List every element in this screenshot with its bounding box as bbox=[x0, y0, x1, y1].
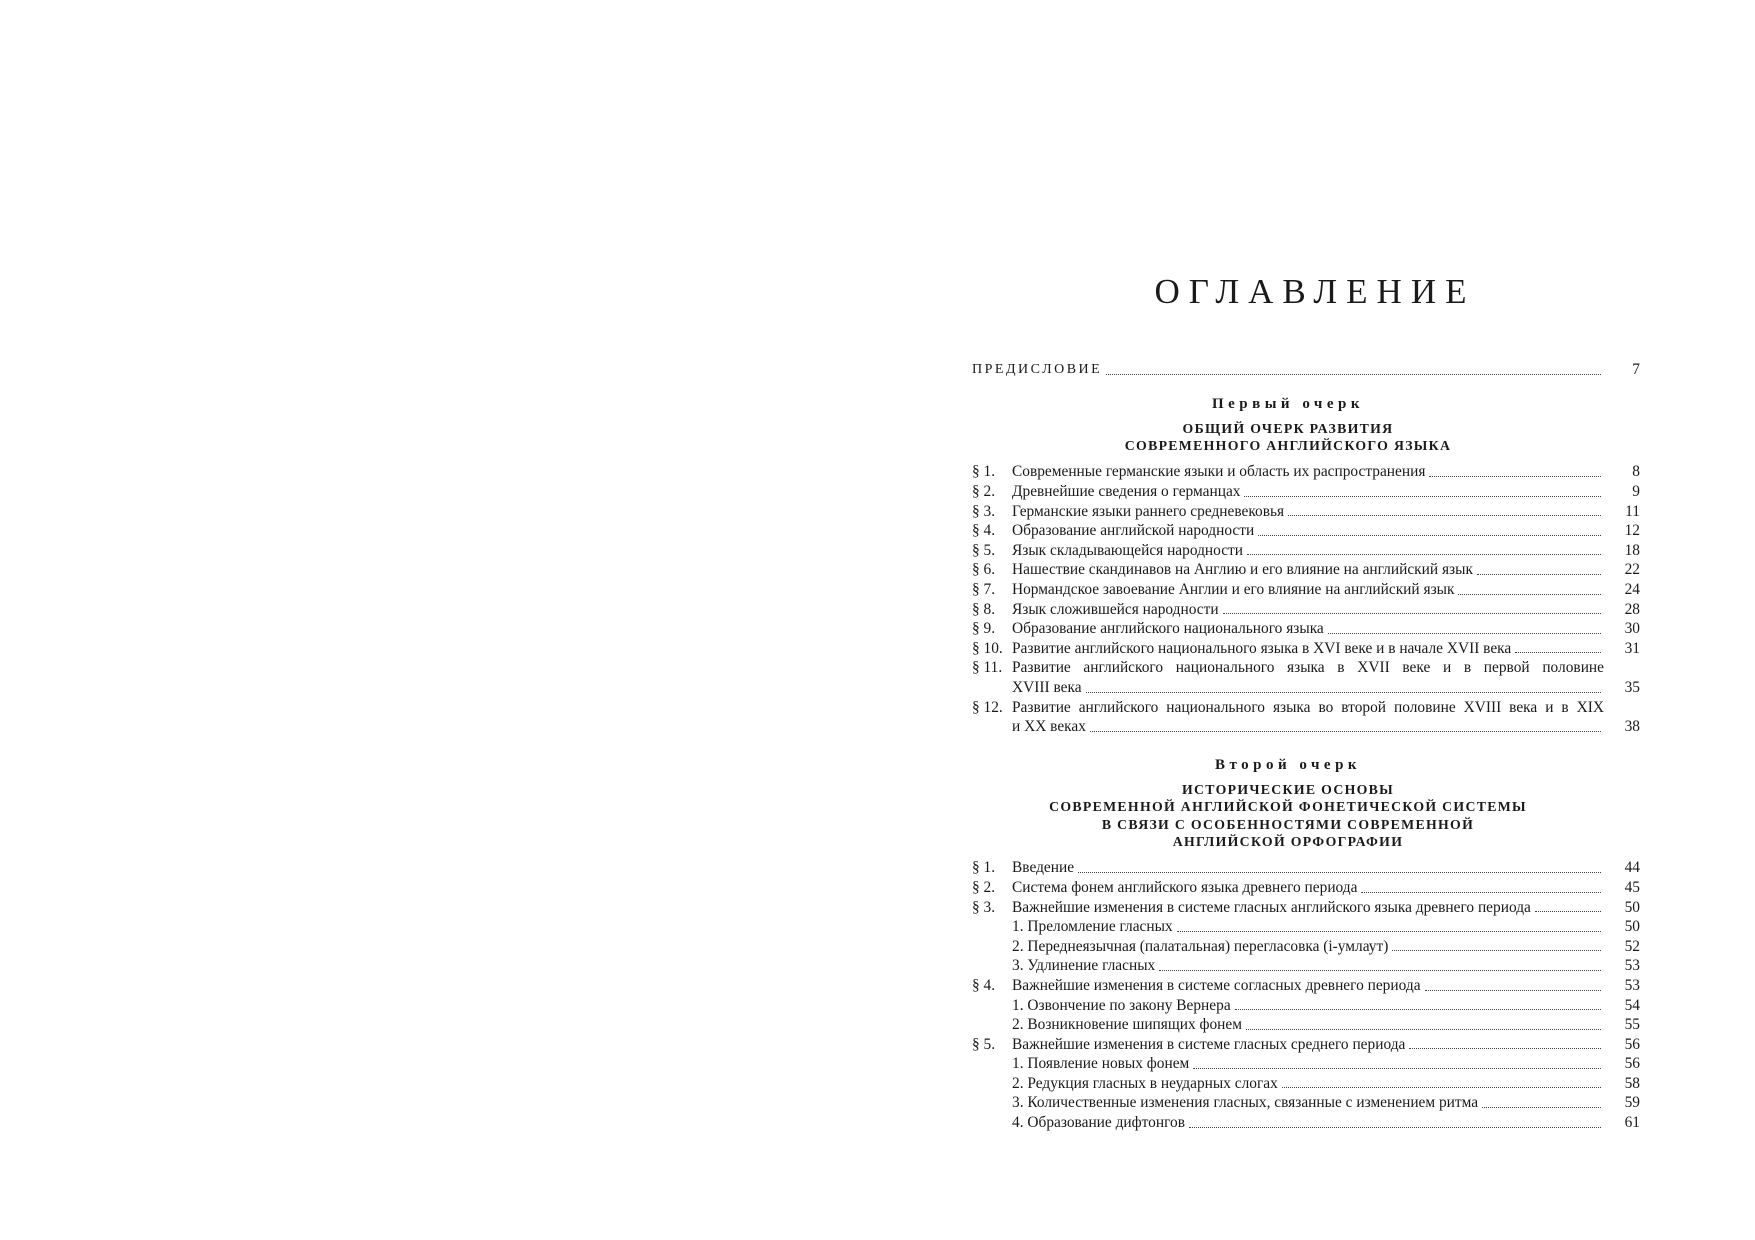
entry-title: 1. Появление новых фонем bbox=[1012, 1055, 1190, 1073]
toc-row bbox=[972, 482, 1640, 502]
dot-leader bbox=[1159, 970, 1601, 971]
part1-title-line: ОБЩИЙ ОЧЕРК РАЗВИТИЯ bbox=[1182, 420, 1394, 436]
section-number: § 6. bbox=[972, 561, 996, 579]
section-number: § 5. bbox=[972, 541, 996, 559]
toc-row-multiline bbox=[972, 658, 1640, 697]
entry-title: Система фонем английского языка древнего периода bbox=[1012, 878, 1358, 896]
toc-row bbox=[972, 600, 1640, 620]
dot-leader bbox=[1106, 374, 1601, 375]
entry-title: Язык складывающейся народности bbox=[1012, 541, 1244, 559]
entry-title: Нашествие скандинавов на Англию и его влияние на английский язык bbox=[1012, 561, 1473, 579]
toc-row bbox=[972, 1093, 1640, 1113]
dot-leader bbox=[1288, 515, 1601, 516]
toc-row bbox=[972, 521, 1640, 541]
part2-title-line: АНГЛИЙСКОЙ ОРФОГРАФИИ bbox=[1172, 833, 1404, 849]
toc-row bbox=[972, 878, 1640, 898]
dot-leader bbox=[1328, 633, 1601, 634]
dot-leader bbox=[1409, 1048, 1601, 1049]
entry-title: Введение bbox=[1012, 859, 1075, 877]
section-number: § 2. bbox=[972, 878, 996, 896]
section-number: § 9. bbox=[972, 620, 996, 638]
toc-row bbox=[972, 1015, 1640, 1035]
entry-title: Язык сложившейся народности bbox=[1012, 600, 1219, 618]
dot-leader bbox=[1361, 892, 1601, 893]
entry-title: 2. Возникновение шипящих фонем bbox=[1012, 1016, 1242, 1034]
toc-row bbox=[972, 639, 1640, 659]
part2-title-line: СОВРЕМЕННОЙ АНГЛИЙСКОЙ ФОНЕТИЧЕСКОЙ СИСТЕМЫ bbox=[1049, 799, 1527, 815]
preface-label: ПРЕДИСЛОВИЕ bbox=[972, 362, 1103, 377]
toc-row bbox=[972, 560, 1640, 580]
entry-title-continued: и XX веках bbox=[1012, 718, 1086, 736]
toc-row bbox=[972, 976, 1640, 996]
page-number: 9 bbox=[1632, 483, 1640, 500]
toc-row bbox=[972, 619, 1640, 639]
dot-leader bbox=[1086, 692, 1601, 693]
page-number: 31 bbox=[1624, 639, 1640, 657]
entry-title: 1. Озвончение по закону Вернера bbox=[1012, 996, 1231, 1014]
dot-leader bbox=[1425, 990, 1601, 991]
page-number: 8 bbox=[1632, 463, 1640, 481]
entry-title: Образование английского национального языка bbox=[1012, 620, 1324, 638]
toc-row bbox=[972, 898, 1640, 918]
entry-title: Развитие английского национального языка во второй половине XVIII века и в XIX bbox=[1012, 698, 1604, 716]
part1-title-line: СОВРЕМЕННОГО АНГЛИЙСКОГО ЯЗЫКА bbox=[1124, 438, 1452, 453]
section-number: § 3. bbox=[972, 502, 996, 520]
section-number: § 1. bbox=[972, 859, 996, 877]
page-number: 59 bbox=[1624, 1094, 1640, 1112]
dot-leader bbox=[1223, 613, 1601, 614]
dot-leader bbox=[1458, 594, 1601, 595]
entry-title: Современные германские языки и область их распространения bbox=[1012, 463, 1426, 481]
page-number: 58 bbox=[1624, 1074, 1640, 1092]
page-number: 61 bbox=[1624, 1114, 1640, 1132]
section-number: § 3. bbox=[972, 898, 996, 916]
section-number: § 11. bbox=[972, 659, 1003, 677]
entry-title: 4. Образование дифтонгов bbox=[1012, 1114, 1185, 1132]
part2-heading: Второй очерк bbox=[1214, 756, 1362, 773]
page-number: 56 bbox=[1624, 1035, 1640, 1053]
section-number: § 10. bbox=[972, 639, 1003, 657]
dot-leader bbox=[1515, 652, 1601, 653]
page-number: 54 bbox=[1624, 996, 1640, 1014]
toc-row bbox=[972, 937, 1640, 957]
entry-title: 1. Преломление гласных bbox=[1012, 918, 1173, 936]
section-number: § 4. bbox=[972, 522, 996, 540]
toc-row bbox=[972, 996, 1640, 1016]
section-number: § 7. bbox=[972, 580, 996, 598]
entry-title: 3. Удлинение гласных bbox=[1012, 957, 1156, 975]
page-number: 56 bbox=[1624, 1055, 1640, 1073]
toc-row bbox=[972, 1074, 1640, 1094]
page-number: 55 bbox=[1624, 1016, 1640, 1034]
page-title: ОГЛАВЛЕНИЕ bbox=[1154, 272, 1476, 311]
toc-row bbox=[972, 541, 1640, 561]
entry-title: Важнейшие изменения в системе согласных древнего периода bbox=[1012, 976, 1421, 994]
entry-title: 2. Переднеязычная (палатальная) перегласовка (i-умлаут) bbox=[1012, 937, 1389, 955]
dot-leader bbox=[1535, 911, 1601, 912]
section-number: § 8. bbox=[972, 600, 996, 618]
entry-title-continued: XVIII века bbox=[1012, 678, 1082, 696]
page-number: 18 bbox=[1624, 541, 1640, 559]
dot-leader bbox=[1282, 1087, 1601, 1088]
dot-leader bbox=[1189, 1127, 1601, 1128]
toc-row bbox=[972, 580, 1640, 600]
section-number: § 4. bbox=[972, 976, 996, 994]
entry-title: Нормандское завоевание Англии и его влияние на английский язык bbox=[1012, 580, 1455, 598]
entry-title: Развитие английского национального языка в XVI веке и в начале XVII века bbox=[1012, 639, 1512, 657]
toc-row bbox=[972, 1035, 1640, 1055]
page-number: 7 bbox=[1632, 361, 1640, 378]
toc-row bbox=[972, 1113, 1640, 1133]
section-number: § 12. bbox=[972, 698, 1003, 716]
page-number: 30 bbox=[1624, 620, 1640, 638]
table-of-contents bbox=[972, 360, 1640, 1133]
dot-leader bbox=[1429, 476, 1601, 477]
dot-leader bbox=[1235, 1009, 1601, 1010]
entry-title: Образование английской народности bbox=[1012, 522, 1255, 540]
toc-row-multiline bbox=[972, 698, 1640, 737]
page-number: 11 bbox=[1625, 502, 1640, 520]
dot-leader bbox=[1477, 574, 1601, 575]
page-number: 22 bbox=[1624, 561, 1640, 579]
dot-leader bbox=[1090, 731, 1601, 732]
toc-row bbox=[972, 462, 1640, 482]
toc-row bbox=[972, 956, 1640, 976]
dot-leader bbox=[1177, 931, 1601, 932]
toc-row bbox=[972, 502, 1640, 522]
dot-leader bbox=[1258, 535, 1601, 536]
dot-leader bbox=[1193, 1068, 1601, 1069]
dot-leader bbox=[1244, 496, 1601, 497]
page-number: 35 bbox=[1624, 678, 1640, 696]
section-number: § 5. bbox=[972, 1035, 996, 1053]
page-number: 44 bbox=[1624, 859, 1640, 877]
dot-leader bbox=[1246, 1029, 1601, 1030]
page-number: 38 bbox=[1624, 718, 1640, 736]
entry-title: 2. Редукция гласных в неударных слогах bbox=[1012, 1074, 1278, 1092]
entry-title: Важнейшие изменения в системе гласных английского языка древнего периода bbox=[1012, 898, 1531, 916]
page-number: 28 bbox=[1624, 600, 1640, 618]
part1-heading: Первый очерк bbox=[1211, 395, 1365, 412]
page-number: 53 bbox=[1624, 976, 1640, 994]
entry-title: Древнейшие сведения о германцах bbox=[1012, 483, 1241, 500]
page-number: 50 bbox=[1624, 898, 1640, 916]
dot-leader bbox=[1247, 554, 1601, 555]
entry-title: Развитие английского национального языка в XVII веке и в первой половине bbox=[1012, 659, 1604, 677]
entry-title: 3. Количественные изменения гласных, связанные с изменением ритма bbox=[1012, 1094, 1479, 1112]
part2-title-line: В СВЯЗИ С ОСОБЕННОСТЯМИ СОВРЕМЕННОЙ bbox=[1101, 816, 1475, 832]
toc-row bbox=[972, 917, 1640, 937]
dot-leader bbox=[1392, 950, 1601, 951]
dot-leader bbox=[1078, 872, 1601, 873]
page-number: 50 bbox=[1624, 918, 1640, 936]
entry-title: Германские языки раннего средневековья bbox=[1012, 502, 1285, 520]
page-number: 45 bbox=[1624, 878, 1640, 896]
dot-leader bbox=[1482, 1107, 1601, 1108]
part1-title bbox=[972, 420, 1640, 455]
entry-title: Важнейшие изменения в системе гласных среднего периода bbox=[1012, 1035, 1406, 1053]
page-number: 24 bbox=[1624, 580, 1640, 598]
section-number: § 2. bbox=[972, 483, 996, 500]
page-number: 53 bbox=[1624, 957, 1640, 975]
part2-title-line: ИСТОРИЧЕСКИЕ ОСНОВЫ bbox=[1181, 781, 1395, 797]
toc-row bbox=[972, 858, 1640, 878]
page-number: 12 bbox=[1624, 522, 1640, 540]
toc-row-preface bbox=[972, 360, 1640, 380]
part2-title bbox=[972, 781, 1640, 851]
toc-row bbox=[972, 1054, 1640, 1074]
section-number: § 1. bbox=[972, 463, 996, 481]
page-number: 52 bbox=[1624, 937, 1640, 955]
